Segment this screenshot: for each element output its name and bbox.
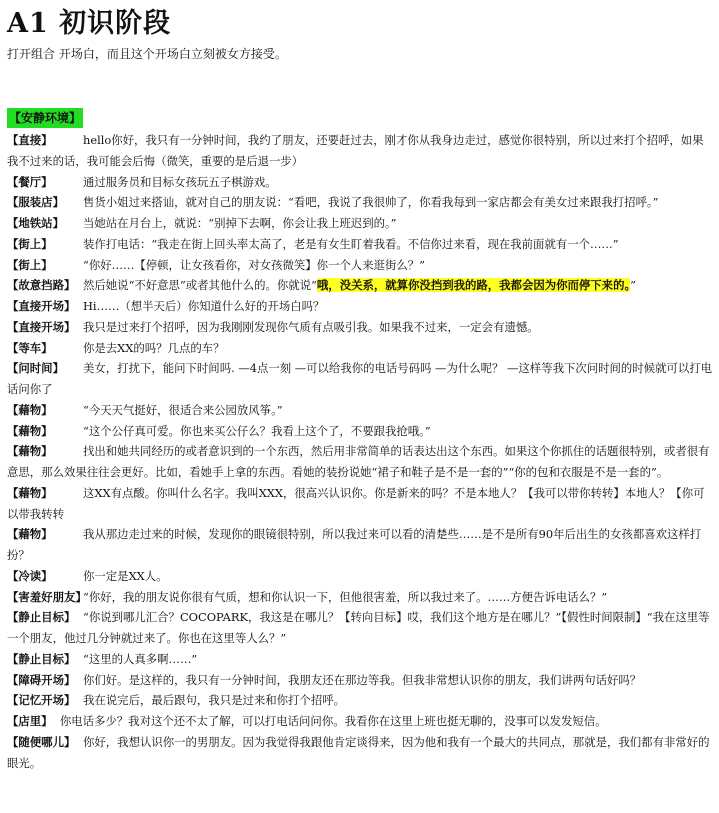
list-item bbox=[7, 483, 713, 525]
entry-tag: 【藉物】 bbox=[7, 423, 53, 438]
list-item bbox=[7, 690, 713, 711]
entry-tag: 【障碍开场】 bbox=[7, 672, 76, 687]
list-item bbox=[7, 130, 713, 172]
entry-text: 这XX有点酸。你叫什么名字。我叫XXX，很高兴认识你。你是新来的吗？不是本地人？【我可以带你转转】本地人？【你可以带我转转 bbox=[7, 485, 705, 521]
list-item bbox=[7, 234, 713, 255]
entry-text: 你们好。是这样的，我只有一分钟时间，我朋友还在那边等我。但我非常想认识你的朋友，我们讲两句话好吗？ bbox=[83, 672, 642, 687]
list-item bbox=[7, 172, 713, 193]
entry-text: 通过服务员和目标女孩玩五子棋游戏。 bbox=[83, 174, 277, 189]
section-label: 【安静环境】 bbox=[7, 108, 83, 128]
entry-text: 你一定是XX人。 bbox=[83, 568, 168, 583]
list-item bbox=[7, 587, 713, 608]
entry-text: 你电话多少？我对这个还不太了解，可以打电话问问你。我看你在这里上班也挺无聊的，没事可以发发短信。 bbox=[59, 714, 607, 728]
entry-text: 你好，我想认识你一的男朋友。因为我觉得我跟他肯定谈得来，因为他和我有一个最大的共同点，那就是，我们都有非常好的眼光。 bbox=[7, 734, 710, 770]
entry-tag: 【随便哪儿】 bbox=[7, 734, 76, 749]
page-title: A1 初识阶段 bbox=[7, 8, 172, 39]
list-item bbox=[7, 607, 713, 649]
list-item bbox=[7, 524, 713, 566]
entry-tag: 【藉物】 bbox=[7, 485, 53, 500]
entry-tag: 【服装店】 bbox=[7, 195, 64, 210]
entry-text: “今天天气挺好，很适合来公园放风筝。” bbox=[83, 402, 283, 417]
entry-text: 美女，打扰下，能问下时间吗. —4点一刻 —可以给我你的电话号码吗 —为什么呢？ —这样等我下次问时间的时候就可以打电话问你了 bbox=[7, 361, 713, 396]
list-item bbox=[7, 358, 713, 400]
list-item bbox=[7, 338, 713, 359]
entry-text: “你说到哪儿汇合？COCOPARK，我这是在哪儿？【转向目标】哎，我们这个地方是在哪儿？”【假性时间限制】“我在这里等一个朋友，他过几分钟就过来了。你也在这里等人么？” bbox=[7, 610, 710, 645]
entry-tag: 【冷读】 bbox=[7, 568, 53, 583]
entry-tag: 【静止目标】 bbox=[7, 610, 76, 625]
list-item bbox=[7, 732, 713, 774]
entry-tag: 【店里】 bbox=[7, 714, 53, 728]
list-item bbox=[7, 649, 713, 670]
entry-tag: 【故意挡路】 bbox=[7, 278, 76, 293]
entry-text: “你好……【停顿，让女孩看你，对女孩微笑】你一个人来逛街么？” bbox=[83, 257, 425, 272]
entry-tag: 【害羞好朋友】 bbox=[7, 589, 87, 604]
entry-text: “这里的人真多啊……” bbox=[83, 651, 198, 666]
entry-tag: 【地铁站】 bbox=[7, 216, 64, 230]
entry-tag: 【藉物】 bbox=[7, 444, 53, 459]
list-item bbox=[7, 670, 713, 691]
entry-tag: 【街上】 bbox=[7, 257, 53, 272]
entry-tag: 【问时间】 bbox=[7, 361, 64, 376]
entry-tag: 【静止目标】 bbox=[7, 651, 76, 666]
entry-text: “你好，我的朋友说你很有气质，想和你认识一下，但他很害羞，所以我过来了。……方便告诉电话么？” bbox=[83, 589, 608, 604]
entry-text: Hi……（想半天后）你知道什么好的开场白吗？ bbox=[83, 299, 325, 313]
entry-tag: 【直接开场】 bbox=[7, 319, 76, 334]
list-item bbox=[7, 213, 713, 234]
entry-text: “这个公仔真可爱。你也来买公仔么？我看上这个了，不要跟我抢哦。” bbox=[83, 423, 431, 438]
list-item bbox=[7, 400, 713, 421]
entry-tag: 【直接开场】 bbox=[7, 299, 76, 313]
entry-text: 我从那边走过来的时候，发现你的眼镜很特别，所以我过来可以看的清楚些……是不是所有90年后出生的女孩都喜欢这样打扮？ bbox=[7, 527, 702, 562]
entry-text: 售货小姐过来搭讪，就对自己的朋友说：“看吧，我说了我很帅了，你看我每到一家店都会有美女过来跟我打招呼。” bbox=[83, 195, 659, 210]
highlighted-text: 哦，没关系，就算你没挡到我的路，我都会因为你而停下来的。 bbox=[316, 278, 631, 293]
entry-text: 你是去XX的吗？几点的车？ bbox=[83, 340, 225, 355]
entry-text: 然后她说“不好意思”或者其他什么的。你就说“ bbox=[83, 278, 317, 293]
entry-tag: 【藉物】 bbox=[7, 402, 53, 417]
list-item bbox=[7, 275, 713, 296]
list-item bbox=[7, 255, 713, 276]
entry-tag: 【街上】 bbox=[7, 236, 53, 251]
list-item bbox=[7, 566, 713, 587]
list-item bbox=[7, 711, 713, 732]
page-subtitle: 打开组合 开场白，而且这个开场白立刻被女方接受。 bbox=[7, 47, 287, 61]
entry-tag: 【直接】 bbox=[7, 133, 53, 147]
entry-tag: 【记忆开场】 bbox=[7, 693, 76, 708]
entry-text: 当她站在月台上，就说：“别掉下去啊，你会让我上班迟到的。” bbox=[83, 216, 397, 230]
entry-tag: 【藉物】 bbox=[7, 527, 53, 542]
list-item bbox=[7, 421, 713, 442]
list-item bbox=[7, 192, 713, 213]
entry-text: ” bbox=[630, 278, 636, 293]
entry-list bbox=[7, 130, 713, 773]
entry-text: 找出和她共同经历的或者意识到的一个东西，然后用非常简单的话表达出这个东西。如果这个你抓住的话题很特别，或者很有意思，那么效果往往会更好。比如，看她手上拿的东西。看她的装扮说她“裙子和鞋子是不是一套的”“你的包和衣服是不是一套的”。 bbox=[7, 444, 710, 479]
entry-tag: 【等车】 bbox=[7, 340, 53, 355]
entry-text: 我只是过来打个招呼，因为我刚刚发现你气质有点吸引我。如果我不过来，一定会有遗憾。 bbox=[83, 319, 539, 334]
entry-tag: 【餐厅】 bbox=[7, 174, 53, 189]
entry-text: 我在说完后，最后跟句，我只是过来和你打个招呼。 bbox=[83, 693, 345, 708]
entry-text: hello你好，我只有一分钟时间，我约了朋友，还要赶过去，刚才你从我身边走过，感觉你很特别，所以过来打个招呼，如果我不过来的话，我可能会后悔（微笑，重要的是后退一步） bbox=[7, 133, 704, 168]
list-item bbox=[7, 296, 713, 317]
list-item bbox=[7, 317, 713, 338]
entry-text: 装作打电话：“我走在街上回头率太高了，老是有女生盯着我看。不信你过来看，现在我前面就有一个……” bbox=[83, 236, 619, 251]
list-item bbox=[7, 441, 713, 483]
